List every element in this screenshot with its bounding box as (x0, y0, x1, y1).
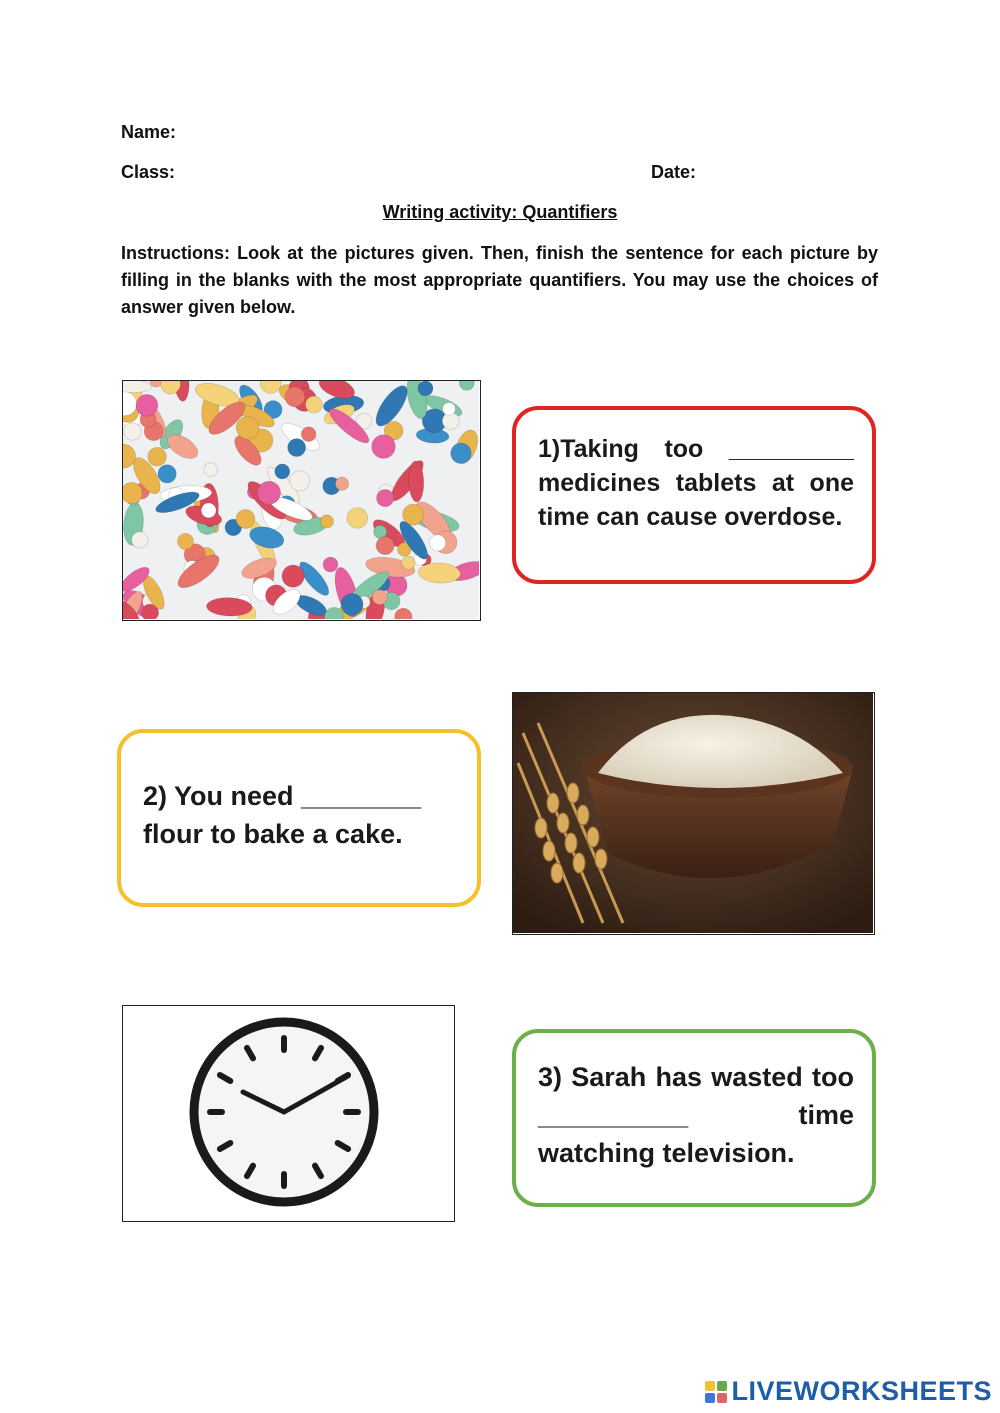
question-1-card (512, 406, 876, 584)
date-label: Date: (651, 162, 697, 182)
wall-clock-image (122, 1005, 455, 1222)
question-3-card (512, 1029, 876, 1207)
class-label: Class: (121, 162, 176, 182)
logo-wordmark: LIVEWORKSHEETS (731, 1376, 992, 1406)
worksheet-title: Writing activity: Quantifiers (382, 202, 618, 222)
flour-bowl-illustration (513, 693, 873, 933)
clock-illustration (123, 1006, 453, 1220)
pills-illustration (123, 381, 479, 619)
flour-bowl-photo (512, 692, 875, 935)
pills-photo (122, 380, 481, 621)
question-1-text: 1)Taking too _________ medicines tablets at one time can cause overdose. (538, 435, 854, 531)
question-2-text: 2) You need ________ flour to bake a cake. (143, 781, 422, 849)
instructions-text: Instructions: Look at the pictures given. Then, finish the sentence for each picture by filling in the blanks with the most appropriate quantifiers. You may use the choices of answer given below. (121, 243, 878, 317)
question-3-text: 3) Sarah has wasted too __________ time watching television. (538, 1062, 854, 1168)
liveworksheets-logo (705, 1376, 992, 1407)
name-label: Name: (121, 122, 177, 142)
question-2-card (117, 729, 481, 907)
logo-mark-icon (705, 1381, 727, 1403)
